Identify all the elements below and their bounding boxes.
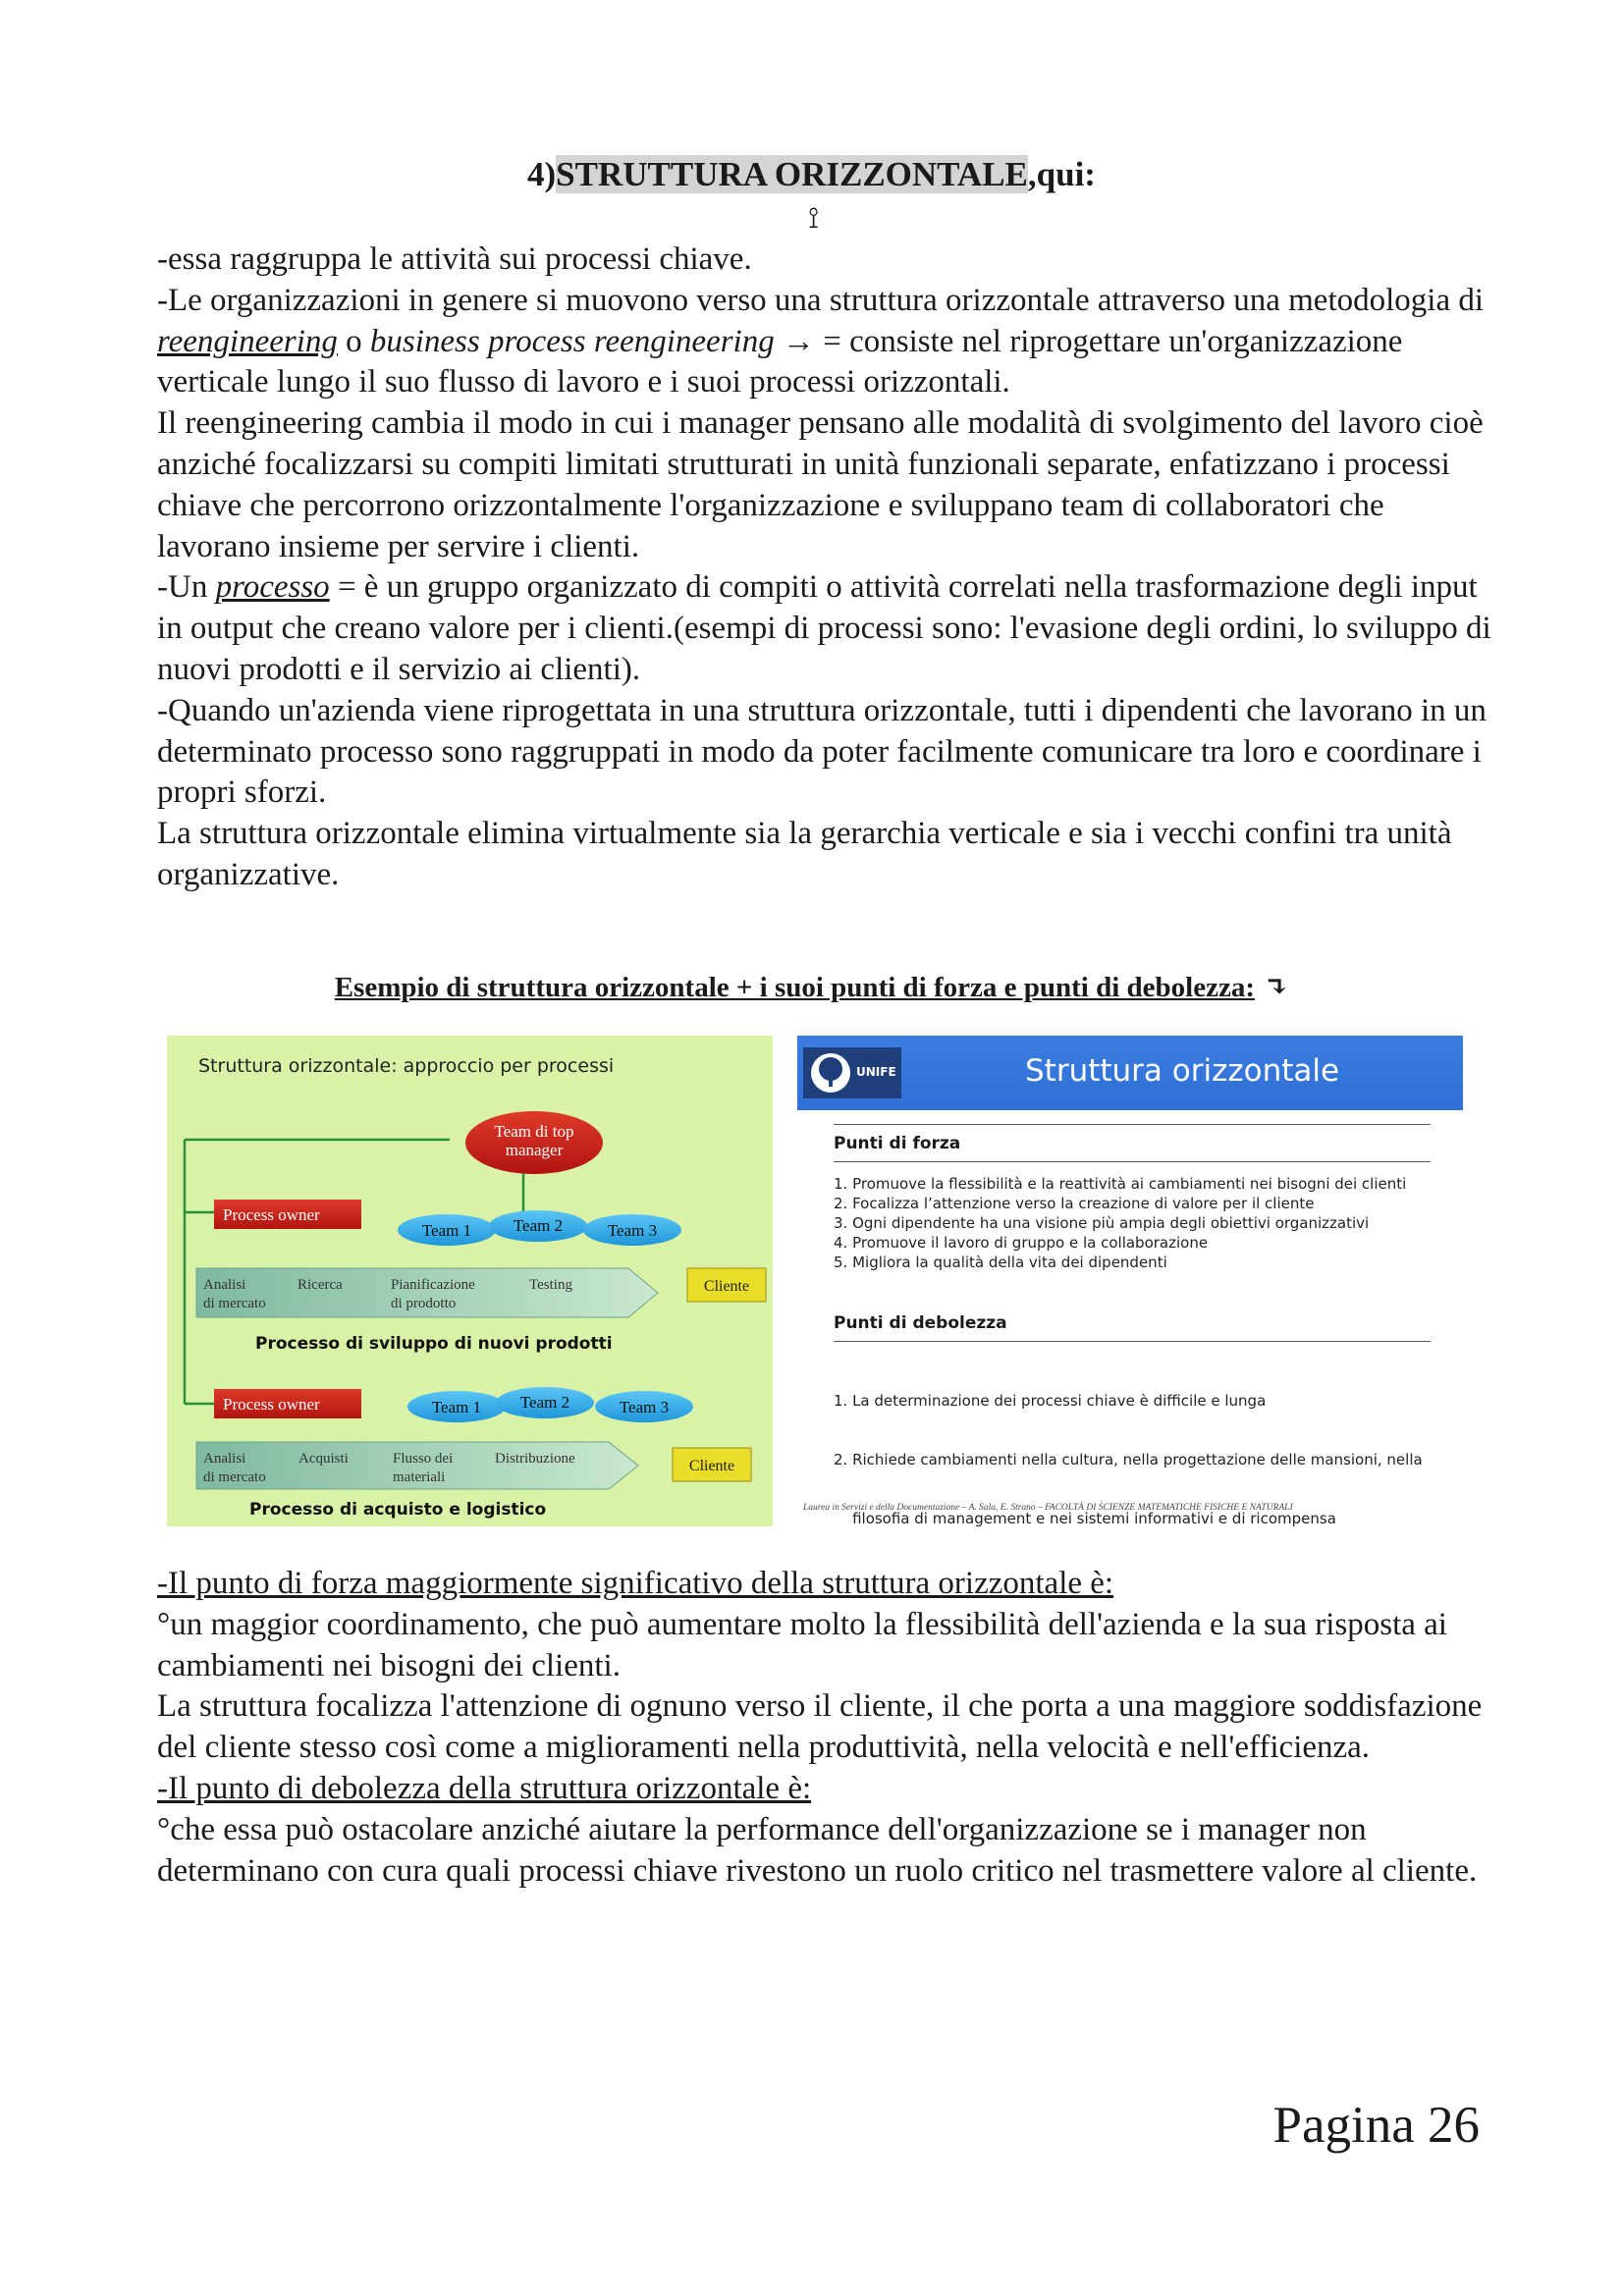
arrow-down-icon: ↴ bbox=[1264, 972, 1289, 1003]
process-step-label: Distribuzione bbox=[495, 1451, 575, 1467]
process-step-label: Testing bbox=[529, 1277, 572, 1293]
processo-term: processo bbox=[215, 569, 330, 606]
process-step-label: di prodotto bbox=[391, 1296, 457, 1311]
process-2-label: Processo di acquisto e logistico bbox=[249, 1500, 547, 1520]
divider bbox=[834, 1161, 1431, 1162]
divider bbox=[834, 1124, 1431, 1125]
paragraph: °che essa può ostacolare anziché aiutare la performance dell'organizzazione se i manager non determinano con cura quali processi chiave rivestono un ruolo critico nel trasmettere valore al cliente. bbox=[157, 1811, 1478, 1889]
process-step-label: Analisi bbox=[203, 1277, 246, 1293]
paragraph: °un maggior coordinamento, che può aumentare molto la flessibilità dell'azienda e la sua risposta ai cambiamenti nei bisogni dei clienti. bbox=[157, 1606, 1447, 1683]
process-diagram bbox=[167, 1036, 773, 1526]
reengineering-term: reengineering bbox=[157, 323, 338, 359]
strengths-list bbox=[834, 1174, 1442, 1272]
process-step-label: di mercato bbox=[203, 1296, 266, 1311]
process-diagram-image bbox=[167, 1036, 773, 1526]
slide-footer: Laurea in Servizi e della Documentazione – A. Sala, E. Strano – FACOLTÀ DI SCIENZE MATEMATICHE FISICHE E NATURALI bbox=[803, 1503, 1293, 1513]
cliente-label: Cliente bbox=[703, 1278, 750, 1295]
process-step-label: di mercato bbox=[203, 1469, 266, 1485]
title-suffix: ,qui: bbox=[1027, 155, 1096, 193]
process-step-label: Analisi bbox=[203, 1451, 246, 1467]
strength-heading: -Il punto di forza maggiormente significativo della struttura orizzontale è: bbox=[157, 1566, 1114, 1601]
list-item: 3. Ogni dipendente ha una visione più ampia degli obiettivi organizzativi bbox=[834, 1214, 1370, 1232]
slide-image bbox=[797, 1036, 1463, 1526]
team-label: Team 3 bbox=[607, 1221, 658, 1240]
process-step-label: materiali bbox=[393, 1469, 446, 1485]
process-step-label: Acquisti bbox=[298, 1451, 349, 1467]
paragraph: La struttura focalizza l'attenzione di ognuno verso il cliente, il che porta a una maggiore soddisfazione del cliente stesso così come a miglioramenti nella produttività, nella velocità e nell'efficienza. bbox=[157, 1688, 1483, 1766]
paragraph: -Quando un'azienda viene riprogettata in una struttura orizzontale, tutti i dipendenti che lavorano in un determinato processo sono raggruppati in modo da poter facilmente comunicare tra loro e coordinare i propri sforzi. bbox=[157, 692, 1487, 811]
conclusion-paragraphs bbox=[157, 1564, 1492, 1892]
process-1-label: Processo di sviluppo di nuovi prodotti bbox=[255, 1334, 613, 1354]
weaknesses-list bbox=[834, 1352, 1442, 1526]
paragraph: Il reengineering cambia il modo in cui i manager pensano alle modalità di svolgimento del lavoro cioè anziché focalizzarsi su compiti limitati strutturati in unità funzionali separate, enfatizzano i processi chiave che percorrono orizzontalmente l'organizzazione e sviluppano team di collaboratori che lavorano insieme per servire i clienti. bbox=[157, 405, 1484, 564]
process-step-label: Flusso dei bbox=[393, 1451, 454, 1467]
top-team-label: manager bbox=[505, 1141, 564, 1159]
process-step-label: Pianificazione bbox=[391, 1277, 475, 1293]
text-run: o bbox=[337, 323, 370, 359]
paragraph bbox=[157, 567, 1492, 690]
intro-paragraphs bbox=[157, 240, 1492, 896]
process-owner-label: Process owner bbox=[223, 1395, 320, 1414]
team-label: Team 3 bbox=[619, 1398, 670, 1416]
list-item: 1. La determinazione dei processi chiave è difficile e lunga bbox=[834, 1392, 1267, 1410]
weaknesses-title: Punti di debolezza bbox=[834, 1313, 1007, 1333]
tree-icon bbox=[809, 1051, 852, 1095]
paragraph: -essa raggruppa le attività sui processi chiave. bbox=[157, 241, 752, 277]
text-cursor-icon: ⟟ bbox=[808, 202, 820, 235]
slide-header bbox=[797, 1036, 1463, 1110]
cliente-label: Cliente bbox=[688, 1458, 735, 1474]
title-highlight: STRUTTURA ORIZZONTALE bbox=[556, 155, 1028, 193]
page-number: Pagina 26 bbox=[1272, 2097, 1480, 2154]
diagram-title: Struttura orizzontale: approccio per processi bbox=[198, 1055, 615, 1077]
divider bbox=[834, 1341, 1431, 1342]
paragraph: La struttura orizzontale elimina virtualmente sia la gerarchia verticale e sia i vecchi confini tra unità organizzative. bbox=[157, 816, 1452, 892]
business-process-term: business process reengineering bbox=[369, 323, 775, 359]
list-item: 2. Focalizza l’attenzione verso la creazione di valore per il cliente bbox=[834, 1195, 1315, 1212]
text-run: -Le organizzazioni in genere si muovono verso una struttura orizzontale attraverso una metodologia di bbox=[157, 282, 1485, 318]
team-label: Team 1 bbox=[421, 1221, 472, 1240]
process-step-label: Ricerca bbox=[298, 1277, 343, 1293]
text-run: → = consiste nel riprogettare un'organizzazione verticale lungo il suo flusso di lavoro e i suoi processi orizzontali. bbox=[157, 323, 1403, 400]
paragraph bbox=[157, 281, 1492, 403]
list-item: 5. Migliora la qualità della vita dei dipendenti bbox=[834, 1254, 1167, 1271]
list-item: 4. Promuove il lavoro di gruppo e la collaborazione bbox=[834, 1234, 1209, 1252]
weakness-heading: -Il punto di debolezza della struttura orizzontale è: bbox=[157, 1770, 812, 1806]
unife-logo bbox=[803, 1047, 901, 1098]
list-item: 1. Promuove la flessibilità e la reattività ai cambiamenti nei bisogni dei clienti bbox=[834, 1175, 1407, 1193]
team-label: Team 2 bbox=[519, 1393, 570, 1412]
team-label: Team 1 bbox=[431, 1398, 482, 1416]
strengths-title: Punti di forza bbox=[834, 1134, 961, 1153]
text-run: -Un bbox=[157, 569, 216, 606]
slide-title: Struttura orizzontale bbox=[1025, 1053, 1340, 1089]
title-prefix: 4) bbox=[527, 155, 557, 193]
list-item: 2. Richiede cambiamenti nella cultura, nella progettazione delle mansioni, nella bbox=[834, 1451, 1423, 1468]
logo-text: UNIFE bbox=[856, 1065, 896, 1079]
example-title-text: Esempio di struttura orizzontale + i suoi punti di forza e punti di debolezza: bbox=[334, 972, 1255, 1003]
example-title bbox=[0, 970, 1623, 1004]
text-run: = è un gruppo organizzato di compiti o attività correlati nella trasformazione degli input in output che creano valore per i clienti.(esempi di processi sono: l'evasione degli ordini, lo sviluppo di nuovi prodotti e il servizio ai clienti). bbox=[157, 569, 1491, 687]
top-team-label: Team di top bbox=[494, 1122, 574, 1141]
list-item: filosofia di management e nei sistemi informativi e di ricompensa bbox=[834, 1510, 1336, 1526]
process-owner-label: Process owner bbox=[223, 1205, 320, 1224]
page-title bbox=[0, 155, 1623, 194]
team-label: Team 2 bbox=[513, 1216, 564, 1235]
